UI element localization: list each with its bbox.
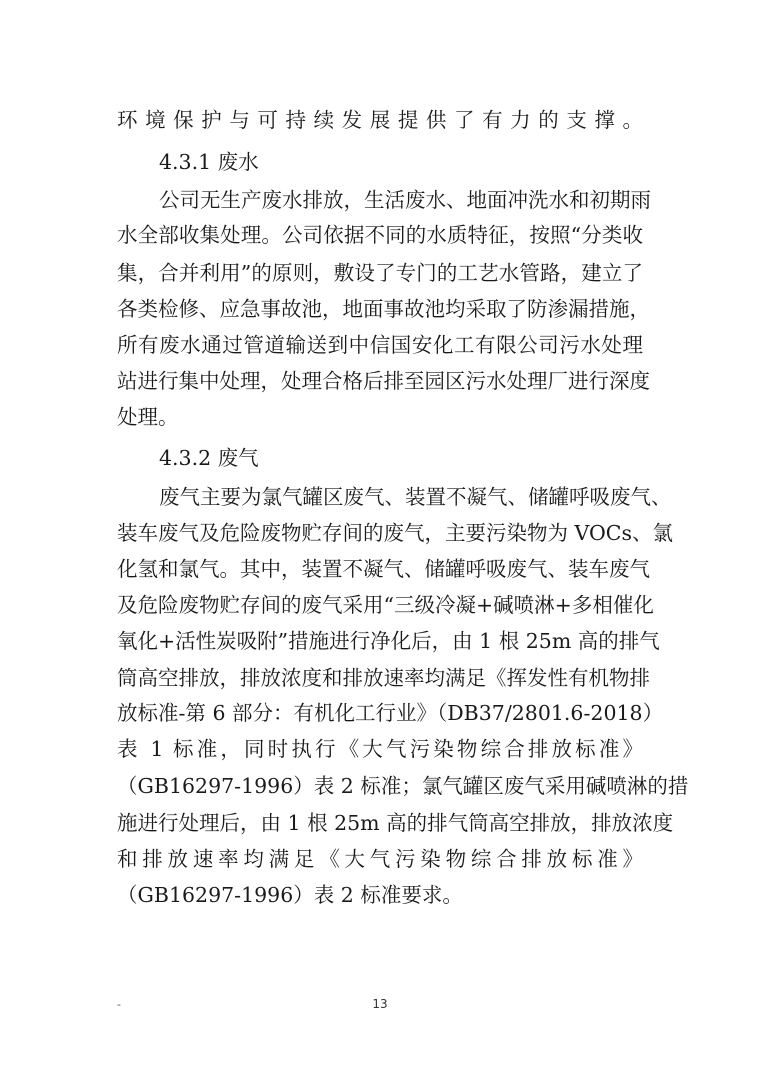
paragraph-line: 及危险废物贮存间的废气采用“三级冷凝+碱喷淋+多相催化: [117, 593, 654, 617]
paragraph-line: 和排放速率均满足《大气污染物综合排放标准》: [117, 847, 643, 871]
section-heading-wastewater: 4.3.1 废水: [159, 150, 259, 174]
paragraph-line: （GB16297-1996）表 2 标准；氯气罐区废气采用碱喷淋的措: [117, 774, 689, 798]
paragraph-line: 所有废水通过管道输送到中信国安化工有限公司污水处理: [117, 333, 643, 357]
paragraph-line: 施进行处理后，由 1 根 25m 高的排气筒高空排放，排放浓度: [117, 811, 674, 835]
paragraph-line: 处理。: [117, 405, 179, 429]
paragraph-line: 筒高空排放，排放浓度和排放速率均满足《挥发性有机物排: [117, 666, 650, 690]
paragraph-line: 氧化+活性炭吸附”措施进行净化后，由 1 根 25m 高的排气: [117, 629, 660, 653]
paragraph-line: 水全部收集处理。公司依据不同的水质特征，按照“分类收: [117, 223, 643, 247]
paragraph-line: 化氢和氯气。其中，装置不凝气、储罐呼吸废气、装车废气: [117, 557, 650, 581]
paragraph-line: 公司无生产废水排放，生活废水、地面冲洗水和初期雨: [159, 188, 651, 212]
section-heading-exhaust-gas: 4.3.2 废气: [159, 446, 259, 470]
paragraph-line: 环境保护与可持续发展提供了有力的支撑。: [117, 108, 643, 132]
paragraph-line: 站进行集中处理，处理合格后排至园区污水处理厂进行深度: [117, 369, 650, 393]
paragraph-line: 各类检修、应急事故池，地面事故池均采取了防渗漏措施，: [117, 297, 650, 321]
paragraph-line: 集，合并利用”的原则，敷设了专门的工艺水管路，建立了: [117, 261, 643, 285]
page-number: 13: [372, 997, 388, 1011]
paragraph-line: 表 1 标准，同时执行《大气污染物综合排放标准》: [117, 737, 643, 761]
paragraph-line: 废气主要为氯气罐区废气、装置不凝气、储罐呼吸废气、: [159, 485, 672, 509]
paragraph-line: 装车废气及危险废物贮存间的废气，主要污染物为 VOCs、氯: [117, 521, 673, 545]
paragraph-line: （GB16297-1996）表 2 标准要求。: [117, 883, 463, 907]
footer-mark: -: [117, 998, 121, 1011]
paragraph-line: 放标准-第 6 部分：有机化工行业》（DB37/2801.6-2018）: [117, 701, 664, 725]
